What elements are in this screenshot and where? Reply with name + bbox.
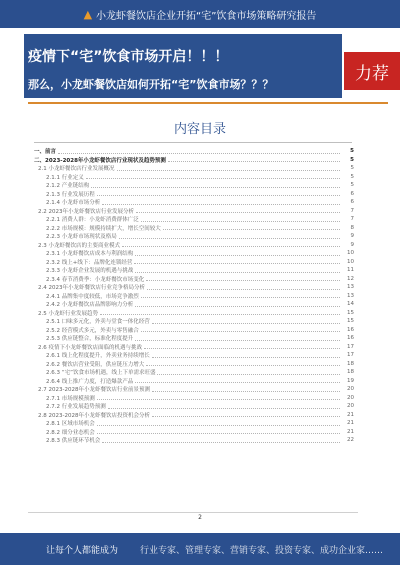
toc-leader-dots [152,416,340,417]
toc-entry[interactable] [34,377,354,386]
toc-leader-dots [157,374,340,375]
toc-leader-dots [97,425,340,426]
toc-entry[interactable] [34,198,354,207]
toc-entry-text: 2.7.1 市场规模预测 [46,395,95,402]
toc-entry-text: 2.6 疫情下小龙虾餐饮店面临的机遇与挑战 [38,344,142,351]
toc-entry-text: 2.2.1 消费人群：小龙虾消费群体广泛 [46,217,139,224]
toc-entry-text: 2.6.2 餐饮店营业受阻，供应链压力增大 [46,361,145,368]
toc-entry[interactable] [34,224,354,233]
toc-entry-page: 7 [350,216,354,223]
toc-entry-text: 2.8.1 区域市场机会 [46,421,95,428]
toc-entry-page: 20 [347,403,354,410]
toc-entry[interactable] [34,156,354,165]
toc-leader-dots [135,306,340,307]
toc-entry-page: 21 [347,420,354,427]
toc-entry-text: 2.3 小龙虾餐饮店的主要商业模式 [38,242,120,249]
toc-entry-page: 11 [347,267,354,274]
footer-roles: 行业专家、管理专家、营销专家、投资专家、成功企业家…… [140,545,384,556]
toc-divider [34,142,352,143]
toc-leader-dots [100,314,340,315]
toc-entry[interactable] [34,249,354,258]
headline-line1: 疫情下“宅”饮食市场开启！！！ [28,49,229,65]
toc-entry[interactable] [34,360,354,369]
toc-entry-text: 2.4 2023年小龙虾餐饮店行业竞争格局分析 [38,285,145,292]
toc-entry[interactable] [34,190,354,199]
accent-divider [28,102,388,104]
toc-leader-dots [122,246,340,247]
toc-entry[interactable] [34,258,354,267]
toc-entry-text: 2.1.4 小龙虾市场分析 [46,200,101,207]
toc-leader-dots [135,340,340,341]
toc-entry-text: 2.3.1 小龙虾餐饮店成本与利润结构 [46,251,134,258]
toc-entry-page: 17 [347,343,354,350]
toc-leader-dots [97,399,340,400]
toc-leader-dots [168,161,340,162]
toc-entry-page: 9 [350,241,354,248]
toc-entry-page: 22 [347,437,354,444]
toc-leader-dots [141,221,340,222]
toc-entry-text: 2.3.4 春节消费季：小龙虾餐饮市场变化 [46,276,145,283]
toc-leader-dots [119,238,340,239]
toc-entry-text: 2.4.1 品牌集中度较低，市场竞争激烈 [46,293,139,300]
toc-entry-page: 18 [347,360,354,367]
headline-banner [24,34,342,98]
toc-entry-page: 21 [347,428,354,435]
toc-entry[interactable] [34,436,354,445]
toc-entry-page: 15 [347,318,354,325]
toc-leader-dots [117,170,341,171]
footer-divider [28,512,358,513]
toc-entry-text: 2.8.3 供应链环节机会 [46,438,101,445]
toc-entry-text: 2.6.3 “宅”饮食市场机遇，线上下单需求旺盛 [46,370,156,377]
toc-entry-text: 2.6.4 线上推广力度，打造爆款产品 [46,378,134,385]
toc-leader-dots [136,212,340,213]
toc-entry[interactable] [34,164,354,173]
toc-leader-dots [86,178,340,179]
toc-entry-text: 二、2023-2028年小龙虾餐饮店行业现状及趋势预测 [34,157,166,164]
toc-entry-text: 2.1 小龙虾餐饮店行业发展概况 [38,166,115,173]
toc-entry[interactable] [34,394,354,403]
toc-entry-page: 21 [347,411,354,418]
toc-entry-text: 2.6.1 线上化程度提升，外卖业务持续增长 [46,353,150,360]
toc-entry-page: 12 [347,275,354,282]
toc-entry-text: 2.5.2 经营模式多元，外卖与零售融合 [46,327,139,334]
toc-entry[interactable] [34,428,354,437]
toc-entry-text: 2.3.2 线上+线下：品牌化连锁经营 [46,259,133,266]
toc-leader-dots [141,297,340,298]
toc-entry[interactable] [34,334,354,343]
toc-entry[interactable] [34,368,354,377]
toc-entry-text: 2.7.2 行业发展趋势预测 [46,404,106,411]
toc-entry[interactable] [34,241,354,250]
toc-entry[interactable] [34,309,354,318]
toc-entry[interactable] [34,232,354,241]
toc-entry-text: 2.4.2 小龙虾餐饮店品牌影响力分析 [46,302,134,309]
toc-entry-page: 6 [350,199,354,206]
toc-entry-text: 2.8.2 细分业态机会 [46,429,95,436]
recommend-badge: 力荐 [344,52,400,90]
toc-leader-dots [135,382,340,383]
toc-entry[interactable] [34,283,354,292]
toc-leader-dots [147,289,340,290]
toc-entry-text: 2.2.2 市场规模：规模持续扩大，增长空间较大 [46,225,161,232]
toc-entry[interactable] [34,385,354,394]
toc-entry-page: 5 [350,148,354,155]
toc-entry-page: 5 [350,173,354,180]
toc-entry[interactable] [34,300,354,309]
toc-entry-text: 2.2.3 小龙虾市场现状及格局 [46,234,117,241]
toc-entry-page: 9 [350,233,354,240]
toc-entry-page: 19 [347,377,354,384]
toc-leader-dots [102,442,340,443]
toc-entry[interactable] [34,411,354,420]
toc-entry-page: 15 [347,309,354,316]
footer-slogan: 让每个人都能成为 [46,545,119,556]
header-bar [0,0,400,28]
toc-entry-page: 16 [347,335,354,342]
toc-entry-text: 2.2 2023年小龙虾餐饮店行业发展分析 [38,208,134,215]
toc-leader-dots [97,195,340,196]
toc-entry-page: 10 [347,258,354,265]
toc-entry-page: 18 [347,369,354,376]
toc-entry[interactable] [34,275,354,284]
footer-bar [0,533,400,565]
toc-entry-text: 2.1.1 行业定义 [46,174,84,181]
toc-entry[interactable] [34,207,354,216]
toc-entry-page: 8 [350,224,354,231]
toc-entry[interactable] [34,351,354,360]
toc-leader-dots [141,331,340,332]
toc-leader-dots [135,255,340,256]
toc-entry[interactable] [34,173,354,182]
toc-leader-dots [152,357,340,358]
toc-entry-page: 16 [347,326,354,333]
toc-entry-text: 2.1.3 行业发展历程 [46,191,95,198]
toc-leader-dots [135,272,340,273]
toc-entry-page: 17 [347,352,354,359]
toc-title: 内容目录 [173,122,226,137]
toc-leader-dots [134,263,340,264]
toc-entry-page: 20 [347,394,354,401]
toc-entry-text: 2.5.3 供应链整合，标准化程度提升 [46,336,134,343]
toc-leader-dots [91,187,340,188]
toc-entry-text: 2.8 2023-2028年小龙虾餐饮店投资机会分析 [38,412,150,419]
toc-entry[interactable] [34,343,354,352]
toc-entry-page: 14 [347,301,354,308]
toc-entry[interactable] [34,181,354,190]
toc-entry[interactable] [34,147,354,156]
page-number: 2 [198,514,202,521]
toc-leader-dots [146,280,340,281]
toc-leader-dots [146,365,340,366]
toc-entry[interactable] [34,292,354,301]
toc-leader-dots [163,229,340,230]
toc-leader-dots [97,433,340,434]
toc-leader-dots [108,408,340,409]
toc-leader-dots [152,391,340,392]
toc-leader-dots [144,348,340,349]
toc-entry-text: 2.3.3 小龙虾企业发展的机遇与挑战 [46,268,134,275]
logo-mark-icon: ▲ [83,7,93,21]
toc-entry-text: 2.1.2 产业链结构 [46,183,90,190]
toc-entry-text: 一、前言 [34,149,57,156]
toc-entry[interactable] [34,419,354,428]
toc-entry-text: 2.5 小龙虾行业发展趋势 [38,310,98,317]
toc-leader-dots [102,204,340,205]
toc-entry[interactable] [34,266,354,275]
toc-entry-page: 5 [350,156,354,163]
header-title: 小龙虾餐饮店企业开拓“宅”饮食市场策略研究报告 [96,10,317,22]
toc-entry-page: 13 [347,284,354,291]
toc-entry[interactable] [34,317,354,326]
toc-entry-page: 10 [347,250,354,257]
toc-entry-page: 6 [350,190,354,197]
toc-entry-page: 13 [347,292,354,299]
table-of-contents [34,147,354,445]
toc-entry-page: 5 [350,165,354,172]
toc-entry-page: 20 [347,386,354,393]
toc-leader-dots [152,323,340,324]
headline-line2: 那么，小龙虾餐饮店如何开拓“宅”饮食市场？？？ [28,78,274,91]
toc-entry-page: 7 [350,207,354,214]
toc-entry[interactable] [34,326,354,335]
toc-leader-dots [58,153,340,154]
toc-entry[interactable] [34,215,354,224]
toc-entry-page: 5 [350,182,354,189]
toc-entry[interactable] [34,402,354,411]
toc-entry-text: 2.5.1 口味多元化，外卖与堂食一体化经营 [46,319,150,326]
toc-entry-text: 2.7 2023-2028年小龙虾餐饮店行业前景预测 [38,387,150,394]
